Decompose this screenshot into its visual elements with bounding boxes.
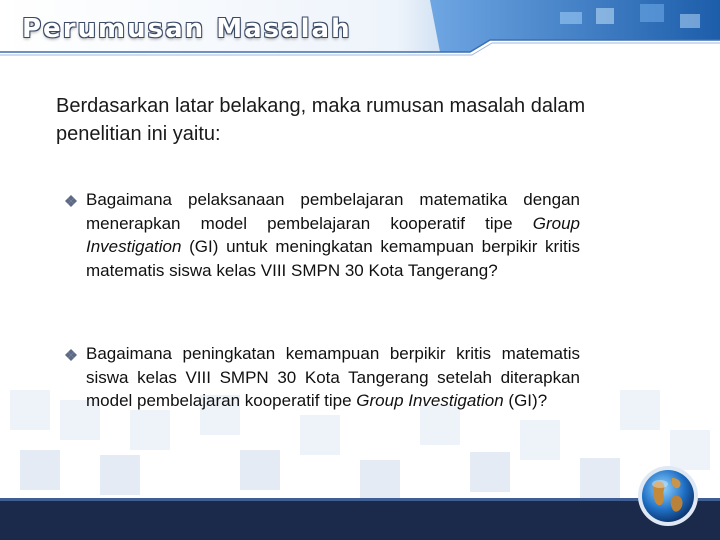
- question-1: [86, 188, 580, 282]
- question-2-italic: Group Investigation: [356, 391, 504, 410]
- question-1-italic: Group Investigation: [86, 213, 580, 256]
- question-2: [86, 342, 580, 413]
- question-1-text: Bagaimana pelaksanaan pembelajaran matematika dengan menerapkan model pembelajaran kooperatif tipe: [86, 190, 580, 233]
- question-1-end: (GI) untuk meningkatan kemampuan berpikir kritis matematis siswa kelas VIII SMPN 30 Kota Tangerang?: [86, 237, 580, 280]
- footer-band: [0, 498, 720, 540]
- intro-text: Berdasarkan latar belakang, maka rumusan masalah dalam penelitian ini yaitu:: [56, 95, 586, 145]
- question-2-text: Bagaimana peningkatan kemampuan berpikir kritis matematis siswa kelas VIII SMPN 30 Kota Tangerang setelah diterapkan model pembelajaran kooperatif tipe: [86, 344, 580, 410]
- slide-title: Perumusan Masalah: [22, 14, 352, 44]
- globe-icon: [636, 464, 700, 528]
- question-2-end: (GI)?: [503, 391, 548, 410]
- diamond-bullet-icon: [64, 194, 78, 208]
- diamond-bullet-icon: [64, 348, 78, 362]
